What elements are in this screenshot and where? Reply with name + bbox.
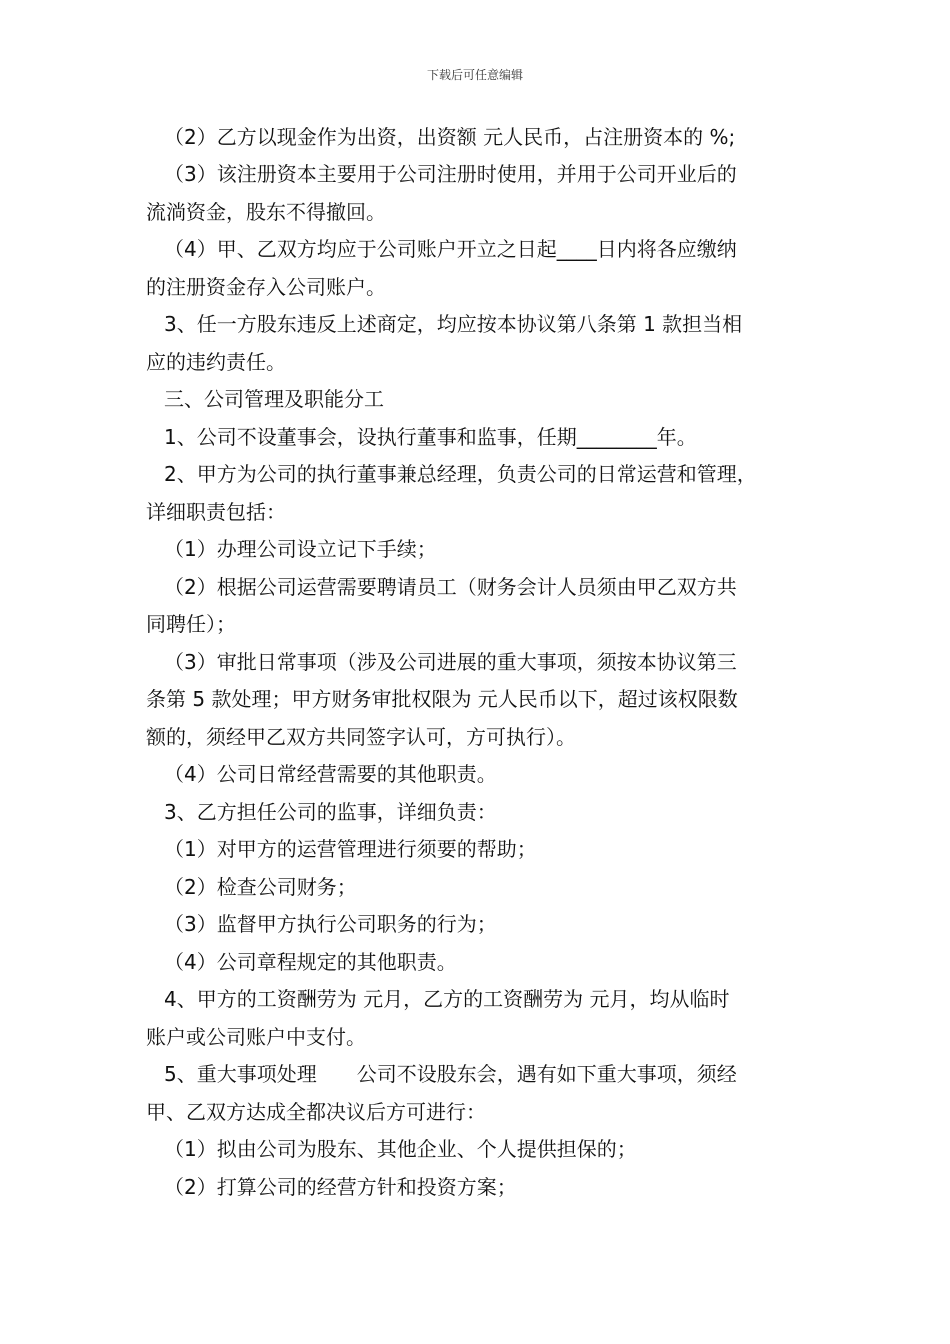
paragraph-line: （2）根据公司运营需要聘请员工（财务会计人员须由甲乙双方共: [164, 575, 737, 599]
paragraph-line: （2）打算公司的经营方针和投资方案；: [164, 1175, 517, 1199]
paragraph-line: （3）监督甲方执行公司职务的行为；: [164, 912, 497, 936]
paragraph-line: 额的，须经甲乙双方共同签字认可，方可执行）。: [146, 725, 576, 749]
paragraph-line: （1）办理公司设立记下手续；: [164, 537, 437, 561]
paragraph-line: 3、乙方担任公司的监事，详细负责：: [164, 800, 497, 824]
paragraph-line: 条第 5 款处理；甲方财务审批权限为 元人民币以下，超过该权限数: [146, 687, 738, 711]
paragraph-line: （4）甲、乙双方均应于公司账户开立之日起____日内将各应缴纳: [164, 237, 737, 261]
paragraph-line: （3）该注册资本主要用于公司注册时使用，并用于公司开业后的: [164, 162, 737, 186]
paragraph-line: 甲、乙双方达成全都决议后方可进行：: [146, 1100, 486, 1124]
paragraph-line: （1）对甲方的运营管理进行须要的帮助；: [164, 837, 537, 861]
paragraph-line: （4）公司章程规定的其他职责。: [164, 950, 457, 974]
page-header: 下载后可任意编辑: [426, 68, 523, 82]
paragraph-line: 详细职责包括：: [146, 500, 286, 524]
paragraph-line: 应的违约责任。: [146, 350, 286, 374]
paragraph-line: 1、公司不设董事会，设执行董事和监事，任期________年。: [164, 425, 697, 449]
paragraph-line: （1）拟由公司为股东、其他企业、个人提供担保的；: [164, 1137, 637, 1161]
paragraph-line: 同聘任）；: [146, 612, 236, 636]
paragraph-line: 3、任一方股东违反上述商定，均应按本协议第八条第 1 款担当相: [164, 312, 743, 336]
paragraph-line: 账户或公司账户中支付。: [146, 1025, 366, 1049]
paragraph-line: （2）检查公司财务；: [164, 875, 357, 899]
paragraph-line: 流淌资金，股东不得撤回。: [146, 200, 386, 224]
paragraph-line: 的注册资金存入公司账户。: [146, 275, 386, 299]
paragraph-line: （4）公司日常经营需要的其他职责。: [164, 762, 497, 786]
section-heading: 三、公司管理及职能分工: [164, 387, 384, 411]
paragraph-line: （2）乙方以现金作为出资，出资额 元人民币，占注册资本的 %;: [164, 125, 736, 149]
paragraph-line: （3）审批日常事项（涉及公司进展的重大事项，须按本协议第三: [164, 650, 737, 674]
paragraph-line: 5、重大事项处理 公司不设股东会，遇有如下重大事项，须经: [164, 1062, 737, 1086]
paragraph-line: 2、甲方为公司的执行董事兼总经理，负责公司的日常运营和管理，: [164, 462, 757, 486]
paragraph-line: 4、甲方的工资酬劳为 元月，乙方的工资酬劳为 元月，均从临时: [164, 987, 730, 1011]
